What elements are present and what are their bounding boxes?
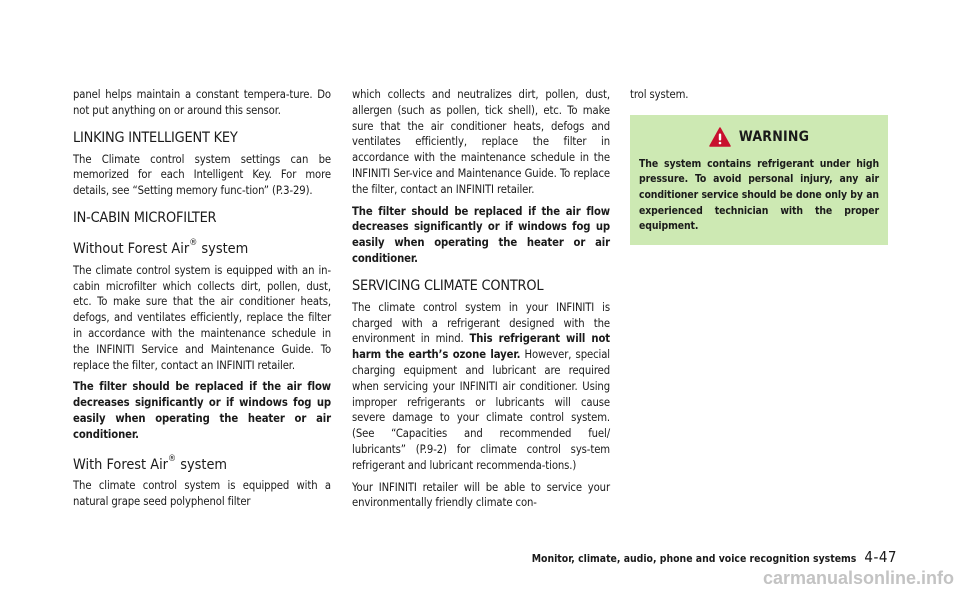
filter-replace-note-2: The filter should be replaced if the air flow decreases significantly or if windows fog up easily when operating the heater or air conditioner. — [352, 204, 610, 265]
without-forest-air-heading — [73, 236, 331, 258]
warning-triangle-icon — [709, 127, 731, 147]
servicing-paragraph — [352, 300, 610, 474]
page-footer — [532, 548, 897, 566]
with-forest-air-text: With Forest Air — [73, 456, 168, 473]
page-number: 4-47 — [864, 548, 897, 566]
linking-intelligent-key-heading: LINKING INTELLIGENT KEY — [73, 129, 238, 146]
warning-title: WARNING — [738, 128, 810, 145]
ozone-note: This refrigerant will not harm the earth’s ozone layer. — [352, 332, 610, 362]
servicing-text-a: The climate control system in your INFINITI is charged with a refrigerant designed with the environment in mind. — [352, 300, 610, 346]
chapter-title: Monitor, climate, audio, phone and voice recognition systems — [531, 553, 857, 565]
servicing-text-b: However, special charging equipment and lubricant are required when servicing your INFINITI air conditioner. Using improper refrigerants or lubricants will cause severe damage to your climate control system. (See “Capacities and recommended fuel/ lubricants” (P.9-2) for climate control sys-tem refrigerant and lubricant recommenda-tions.) — [352, 348, 610, 472]
warning-text: The system contains refrigerant under high pressure. To avoid personal injury, any air conditioner service should be done only by an experienced technician with the proper equipment. — [639, 157, 879, 233]
with-forest-air-heading — [73, 452, 331, 474]
column-1 — [73, 87, 331, 516]
column-3 — [630, 87, 888, 245]
column-2 — [352, 87, 610, 517]
sensor-paragraph: panel helps maintain a constant tempera-ture. Do not put anything on or around this sensor. — [73, 88, 331, 117]
control-system-text: trol system. — [630, 88, 689, 101]
forest-air-paragraph: The climate control system is equipped with a natural grape seed polyphenol filter — [73, 479, 331, 509]
system-word: system — [197, 240, 249, 257]
retailer-paragraph: Your INFINITI retailer will be able to service your environmentally friendly climate con- — [352, 480, 610, 510]
registered-mark: ® — [168, 453, 177, 464]
without-forest-air-text: Without Forest Air — [73, 240, 190, 257]
filter-replace-note: The filter should be replaced if the air flow decreases significantly or if windows fog up easily when operating the heater or air conditioner. — [73, 380, 331, 441]
registered-mark: ® — [189, 237, 198, 248]
system-word: system — [176, 456, 228, 473]
in-cabin-microfilter-heading: IN-CABIN MICROFILTER — [73, 209, 217, 226]
warning-header — [639, 127, 879, 147]
filter-paragraph-cont: which collects and neutralizes dirt, pollen, dust, allergen (such as pollen, tick shell), etc. To make sure that the air conditioner heats, defogs and ventilates efficiently, replace the filter in accordance with the maintenance schedule in the INFINITI Ser-vice and Maintenance Guide. To replace the filter, contact an INFINITI retailer. — [352, 88, 610, 196]
watermark: carmanualsonline.info — [762, 568, 954, 588]
microfilter-paragraph: The climate control system is equipped with an in-cabin microfilter which collects dirt, pollen, dust, etc. To make sure that the air conditioner heats, defogs, and ventilates efficiently, replace the filter in accordance with the maintenance schedule in the INFINITI Service and Maintenance Guide. To replace the filter, contact an INFINITI retailer. — [73, 263, 331, 372]
linking-paragraph: The Climate control system settings can be memorized for each Intelligent Key. For more details, see “Setting memory func-tion” (P.3-29). — [73, 152, 331, 198]
servicing-climate-control-heading: SERVICING CLIMATE CONTROL — [352, 277, 544, 294]
warning-box — [630, 115, 888, 245]
